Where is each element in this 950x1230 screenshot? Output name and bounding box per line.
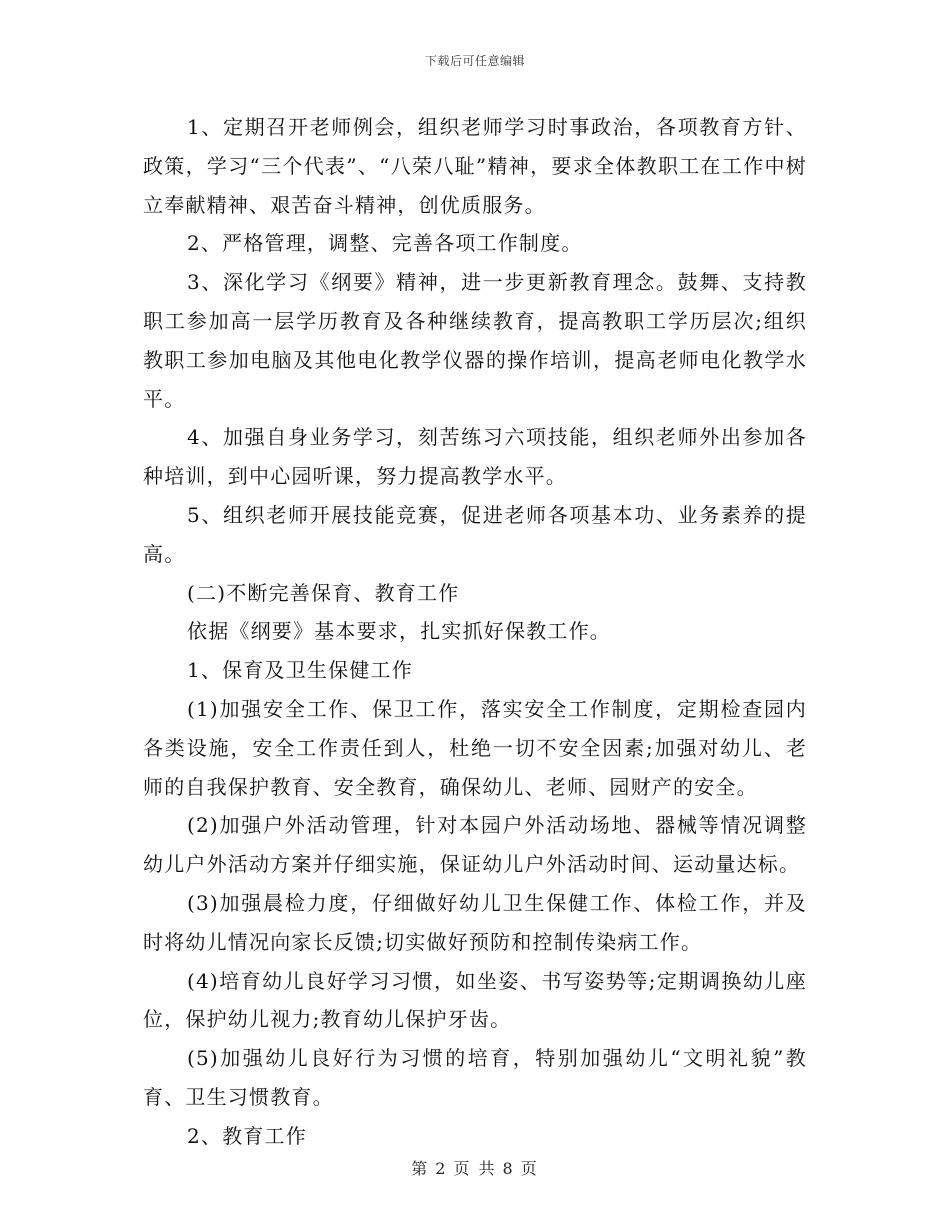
paragraph: 5、组织老师开展技能竞赛，促进老师各项基本功、业务素养的提高。	[143, 502, 807, 566]
page-header: 下载后可任意编辑	[424, 54, 525, 68]
document-body	[143, 108, 807, 1156]
paragraph: (4)培育幼儿良好学习习惯，如坐姿、书写姿势等;定期调换幼儿座位，保护幼儿视力;教育幼儿保护牙齿。	[143, 968, 807, 1032]
subsection-heading: 2、教育工作	[187, 1123, 307, 1148]
paragraph: 4、加强自身业务学习，刻苦练习六项技能，组织老师外出参加各种培训，到中心园听课，努力提高教学水平。	[143, 425, 807, 489]
paragraph: 依据《纲要》基本要求，扎实抓好保教工作。	[187, 619, 611, 644]
paragraph: 1、定期召开老师例会，组织老师学习时事政治，各项教育方针、政策，学习“三个代表”、“八荣八耻”精神，要求全体教职工在工作中树立奉献精神、艰苦奋斗精神，创优质服务。	[143, 115, 807, 217]
section-heading: (二)不断完善保育、教育工作	[187, 580, 460, 605]
paragraph: (1)加强安全工作、保卫工作，落实安全工作制度，定期检查园内各类设施，安全工作责任到人，杜绝一切不安全因素;加强对幼儿、老师的自我保护教育、安全教育，确保幼儿、老师、园财产的安全。	[143, 696, 807, 799]
total-pages-number: 8	[502, 1159, 515, 1178]
paragraph: 2、严格管理，调整、完善各项工作制度。	[187, 231, 583, 256]
current-page-number: 2	[435, 1159, 448, 1178]
footer-prefix: 第	[411, 1159, 430, 1178]
paragraph: (5)加强幼儿良好行为习惯的培育，特别加强幼儿“文明礼貌”教育、卫生习惯教育。	[143, 1046, 807, 1109]
footer-middle: 页 共	[453, 1159, 497, 1178]
paragraph: (3)加强晨检力度，仔细做好幼儿卫生保健工作、体检工作，并及时将幼儿情况向家长反馈;切实做好预防和控制传染病工作。	[143, 890, 807, 954]
subsection-heading: 1、保育及卫生保健工作	[187, 658, 413, 683]
footer-suffix: 页	[520, 1159, 539, 1178]
paragraph: 3、深化学习《纲要》精神，进一步更新教育理念。鼓舞、支持教职工参加高一层学历教育及各种继续教育，提高教职工学历层次;组织教职工参加电脑及其他电化教学仪器的操作培训，提高老师电化教学水平。	[143, 270, 807, 411]
paragraph: (2)加强户外活动管理，针对本园户外活动场地、器械等情况调整幼儿户外活动方案并仔细实施，保证幼儿户外活动时间、运动量达标。	[143, 813, 807, 877]
page-footer	[0, 1156, 950, 1179]
